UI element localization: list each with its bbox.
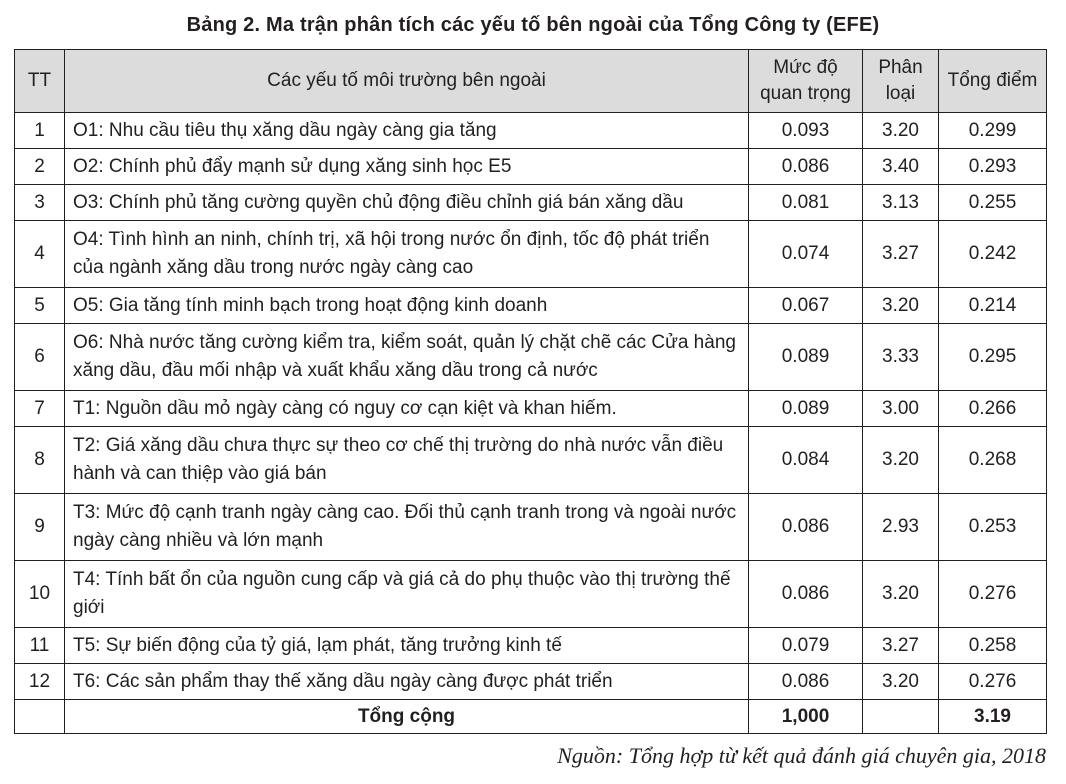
table-row (15, 185, 1047, 221)
table-row (15, 391, 1047, 427)
total-weight: 1,000 (749, 700, 863, 734)
cell-rating: 3.13 (863, 185, 939, 221)
cell-rating: 3.20 (863, 113, 939, 149)
table-row (15, 149, 1047, 185)
cell-weight: 0.086 (749, 494, 863, 561)
table-row (15, 561, 1047, 628)
cell-weight: 0.086 (749, 664, 863, 700)
table-header (15, 50, 1047, 113)
header-weight: Mức độ quan trọng (749, 50, 863, 113)
cell-weight: 0.093 (749, 113, 863, 149)
cell-tt: 6 (15, 324, 65, 391)
cell-rating: 3.27 (863, 628, 939, 664)
cell-tt: 8 (15, 427, 65, 494)
cell-weight: 0.089 (749, 391, 863, 427)
cell-score: 0.258 (939, 628, 1047, 664)
table-row (15, 324, 1047, 391)
cell-factor: T4: Tính bất ổn của nguồn cung cấp và giá cả do phụ thuộc vào thị trường thế giới (65, 561, 749, 628)
header-total: Tổng điểm (939, 50, 1047, 113)
cell-factor: T3: Mức độ cạnh tranh ngày càng cao. Đối thủ cạnh tranh trong và ngoài nước ngày càng nhiều và lớn mạnh (65, 494, 749, 561)
efe-matrix-table (14, 49, 1047, 734)
cell-factor: O2: Chính phủ đẩy mạnh sử dụng xăng sinh học E5 (65, 149, 749, 185)
cell-score: 0.255 (939, 185, 1047, 221)
cell-tt-empty (15, 700, 65, 734)
source-note: Nguồn: Tổng hợp từ kết quả đánh giá chuyên gia, 2018 (557, 743, 1046, 768)
cell-tt: 1 (15, 113, 65, 149)
cell-weight: 0.067 (749, 288, 863, 324)
cell-score: 0.268 (939, 427, 1047, 494)
cell-weight: 0.081 (749, 185, 863, 221)
cell-factor: O4: Tình hình an ninh, chính trị, xã hội trong nước ổn định, tốc độ phát triển của ngành xăng dầu trong nước ngày càng cao (65, 221, 749, 288)
cell-weight: 0.084 (749, 427, 863, 494)
cell-factor: T2: Giá xăng dầu chưa thực sự theo cơ chế thị trường do nhà nước vẫn điều hành và can thiệp vào giá bán (65, 427, 749, 494)
cell-score: 0.214 (939, 288, 1047, 324)
table-title: Bảng 2. Ma trận phân tích các yếu tố bên ngoài của Tổng Công ty (EFE) (186, 14, 880, 36)
cell-tt: 2 (15, 149, 65, 185)
cell-factor: O6: Nhà nước tăng cường kiểm tra, kiểm soát, quản lý chặt chẽ các Cửa hàng xăng dầu, đầu mối nhập và xuất khẩu xăng dầu trong cả nước (65, 324, 749, 391)
cell-score: 0.299 (939, 113, 1047, 149)
cell-score: 0.276 (939, 561, 1047, 628)
total-row (15, 700, 1047, 734)
table-row (15, 494, 1047, 561)
cell-rating: 3.33 (863, 324, 939, 391)
table-row (15, 427, 1047, 494)
cell-tt: 7 (15, 391, 65, 427)
cell-score: 0.242 (939, 221, 1047, 288)
cell-weight: 0.074 (749, 221, 863, 288)
cell-tt: 3 (15, 185, 65, 221)
table-row (15, 664, 1047, 700)
table-row (15, 288, 1047, 324)
table-row (15, 113, 1047, 149)
cell-weight: 0.086 (749, 149, 863, 185)
cell-weight: 0.086 (749, 561, 863, 628)
cell-tt: 12 (15, 664, 65, 700)
cell-factor: O5: Gia tăng tính minh bạch trong hoạt động kinh doanh (65, 288, 749, 324)
cell-tt: 4 (15, 221, 65, 288)
table-row (15, 221, 1047, 288)
cell-score: 0.295 (939, 324, 1047, 391)
table-row (15, 628, 1047, 664)
cell-rating: 2.93 (863, 494, 939, 561)
cell-weight: 0.089 (749, 324, 863, 391)
header-tt: TT (15, 50, 65, 113)
cell-tt: 11 (15, 628, 65, 664)
cell-score: 0.276 (939, 664, 1047, 700)
total-score: 3.19 (939, 700, 1047, 734)
cell-score: 0.266 (939, 391, 1047, 427)
cell-rating-empty (863, 700, 939, 734)
cell-tt: 5 (15, 288, 65, 324)
cell-factor: T6: Các sản phẩm thay thế xăng dầu ngày càng được phát triển (65, 664, 749, 700)
cell-rating: 3.00 (863, 391, 939, 427)
cell-rating: 3.40 (863, 149, 939, 185)
total-label: Tổng cộng (65, 700, 749, 734)
header-factor: Các yếu tố môi trường bên ngoài (65, 50, 749, 113)
cell-rating: 3.20 (863, 288, 939, 324)
cell-tt: 10 (15, 561, 65, 628)
cell-factor: T5: Sự biến động của tỷ giá, lạm phát, tăng trưởng kinh tế (65, 628, 749, 664)
header-rating: Phân loại (863, 50, 939, 113)
cell-factor: O3: Chính phủ tăng cường quyền chủ động điều chỉnh giá bán xăng dầu (65, 185, 749, 221)
cell-rating: 3.20 (863, 427, 939, 494)
cell-score: 0.293 (939, 149, 1047, 185)
cell-factor: T1: Nguồn dầu mỏ ngày càng có nguy cơ cạn kiệt và khan hiếm. (65, 391, 749, 427)
cell-weight: 0.079 (749, 628, 863, 664)
cell-rating: 3.27 (863, 221, 939, 288)
cell-rating: 3.20 (863, 664, 939, 700)
cell-score: 0.253 (939, 494, 1047, 561)
cell-tt: 9 (15, 494, 65, 561)
cell-rating: 3.20 (863, 561, 939, 628)
cell-factor: O1: Nhu cầu tiêu thụ xăng dầu ngày càng gia tăng (65, 113, 749, 149)
